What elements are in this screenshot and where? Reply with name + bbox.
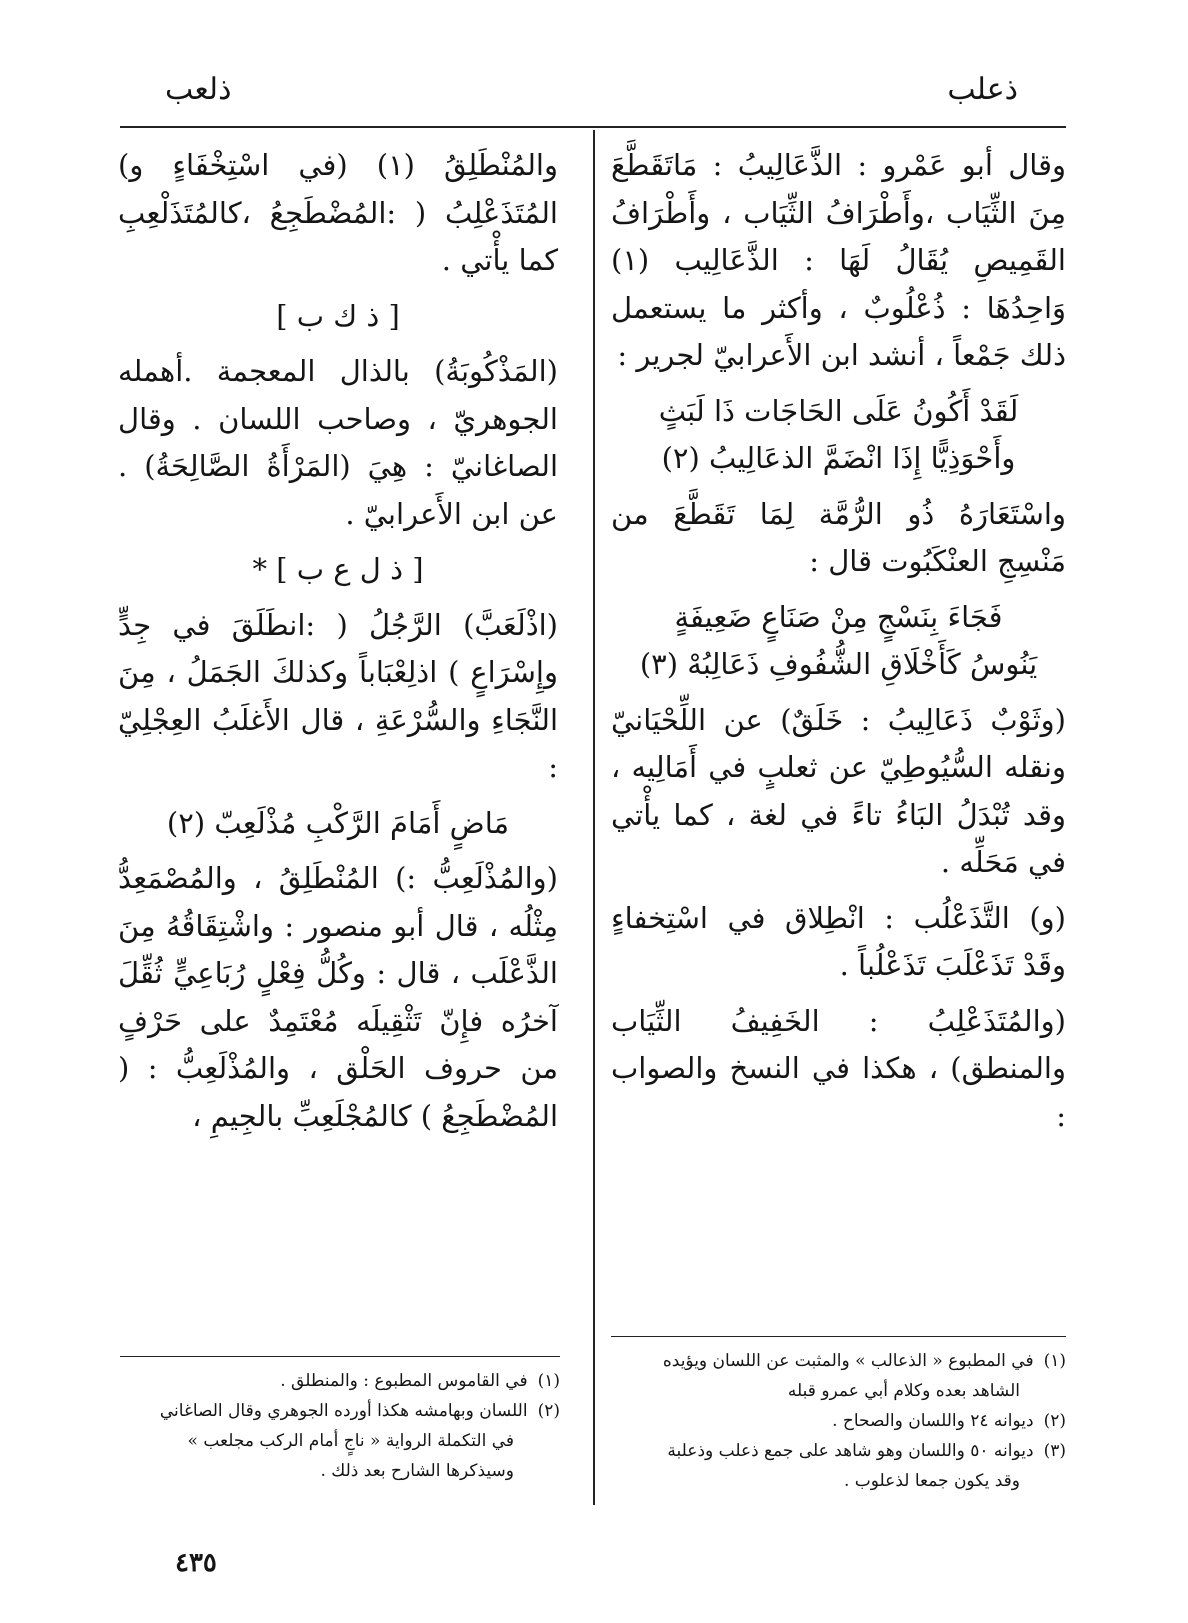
footnote-rule-left <box>120 1356 560 1357</box>
footnote <box>611 1346 1066 1406</box>
paragraph: (والمُتَذَعْلِبُ : الخَفِيفُ الثِّيَاب والمنطق) ، هكذا في النسخ والصواب : <box>611 1003 1066 1133</box>
paragraph: (وثَوْبٌ ذَعَالِيبُ : خَلَقٌ) عن اللِّحْيَانيّ ونقله السُّيُوطِيّ عن ثعلبٍ في أَمَالِيه ، وقد تُبْدَلُ البَاءُ تاءً في لغة ، كما يأْتي في مَحَلِّه . <box>611 702 1066 879</box>
right-column <box>611 142 1066 1148</box>
running-header-right: ذعلب <box>947 72 1018 107</box>
verse-block <box>611 388 1066 483</box>
footnote-text: الشاهد بعده وكلام أبي عمرو قبله <box>787 1381 1020 1401</box>
entry-heading: [ ذ ل ع ب ] * <box>252 552 424 586</box>
footnote-number: (٣) <box>1043 1441 1066 1461</box>
paragraph: (و) التَّذَعْلُب : انْطِلاق في اسْتِخفاءٍ وقَدْ تَذَعْلَبَ تَذَعْلُباً . <box>611 900 1066 982</box>
running-header-left: ذلعب <box>165 72 232 107</box>
footnote-text: في المطبوع « الذعالب » والمثبت عن اللسان ويؤيده <box>662 1351 1034 1371</box>
verse-line: فَجَاءَ بِنَسْجٍ مِنْ صَنَاعٍ ضَعِيفَةٍ <box>674 599 1003 634</box>
paragraph: وقال أبو عَمْرو : الذَّعَالِيبُ : مَاتَقَطَّعَ مِنَ الثِّيَاب ،وأَطْرَافُ الثِّيَاب ، وأَطْرَافُ القَمِيصِ يُقَالُ لَهَا : الذَّعَالِيب (١) وَاحِدُهَا : ذُعْلُوبٌ ، وأكثر ما يستعمل ذلك جَمْعاً ، أنشد ابن الأَعرابيّ لجرير : <box>611 148 1066 372</box>
footnote <box>611 1406 1066 1436</box>
verse-line: مَاضٍ أَمَامَ الرَّكْبِ مُذْلَعِبّ (٢) <box>166 805 510 840</box>
footnote <box>120 1366 560 1396</box>
footnote-number: (١) <box>1043 1351 1066 1371</box>
footnote-number: (٢) <box>537 1401 560 1421</box>
footnote-text: في القاموس المطبوع : والمنطلق . <box>280 1371 528 1391</box>
footnote-text: ديوانه ٥٠ واللسان وهو شاهد على جمع ذعلب وذعلبة <box>667 1441 1034 1461</box>
verse-line: وأَحْوَذِيًّا إِذَا انْضَمَّ الذعَالِيبُ (٢) <box>661 441 1016 475</box>
footnote-rule-right <box>611 1336 1066 1337</box>
page-number: ٤٣٥ <box>175 1548 217 1578</box>
footnote-text: في التكملة الرواية « ناجٍ أمام الركب مجلعب » <box>187 1431 514 1451</box>
paragraph: (والمُذْلَعِبُّ :) المُنْطَلِقُ ، والمُصْمَعِدُّ مِثْلُه ، قال أبو منصور : واشْتِقَاقُهُ مِنَ الذَّعْلَب ، قال : وكُلُّ فِعْلٍ رُبَاعِيٍّ ثُقِّلَ آخرُه فإِنّ تَثْقِيلَه مُعْتَمِدٌ على حَرْفٍ من حروف الحَلْق ، والمُذْلَعِبُّ : ( المُضْطَجِعُ ) كالمُجْلَعِبِّ بالجِيمِ ، <box>118 861 558 1133</box>
footnote-text: وقد يكون جمعا لذعلوب . <box>843 1471 1020 1491</box>
paragraph: (المَذْكُوبَةُ) بالذال المعجمة .أهمله الجوهريّ ، وصاحب اللسان . وقال الصاغانيّ : هِيَ (المَرْأَةُ الصَّالِحَةُ) . عن ابن الأَعرابيّ . <box>118 354 558 531</box>
header-rule <box>120 126 1066 128</box>
verse-line: لَقَدْ أَكُونُ عَلَى الحَاجَات ذَا لَبَثٍ <box>658 393 1019 428</box>
footnote <box>611 1436 1066 1496</box>
footnote-number: (٢) <box>1043 1411 1066 1431</box>
footnotes-right <box>611 1346 1066 1496</box>
left-column <box>118 142 558 1148</box>
paragraph: والمُنْطَلِقُ (١) (في اسْتِخْفَاءٍ و) المُتَذَعْلِبُ ( :المُضْطَجِعُ ،كالمُتَذَلْعِبِ كما يأْتي . <box>118 148 558 277</box>
footnote-text: ديوانه ٢٤ واللسان والصحاح . <box>832 1411 1034 1431</box>
paragraph: (اذْلَعَبَّ) الرَّجُلُ ( :انطَلَقَ في جِدٍّ وإِسْرَاعٍ ) اذلِعْبَاباً وكذلكَ الجَمَلُ ، مِنَ النَّجَاءِ والسُّرْعَةِ ، قال الأَغلَبُ العِجْلِيّ : <box>118 607 558 784</box>
verse-block <box>611 594 1066 689</box>
footnote-text: وسيذكرها الشارح بعد ذلك . <box>320 1461 514 1481</box>
footnote-number: (١) <box>537 1371 560 1391</box>
footnotes-left <box>120 1366 560 1486</box>
footnote-text: اللسان وبهامشه هكذا أورده الجوهري وقال الصاغاني <box>159 1401 528 1421</box>
column-divider <box>593 130 595 1505</box>
verse-line: يَنُوسُ كَأَخْلَاقِ الشُّفُوفِ ذَعَالِبُهْ (٣) <box>639 647 1038 681</box>
paragraph: واسْتَعَارَهُ ذُو الرُّمَّة لِمَا تَقَطَّعَ من مَنْسِجِ العنْكَبُوت قال : <box>611 496 1066 578</box>
footnote <box>120 1396 560 1486</box>
entry-heading: [ ذ ك ب ] <box>276 298 400 333</box>
